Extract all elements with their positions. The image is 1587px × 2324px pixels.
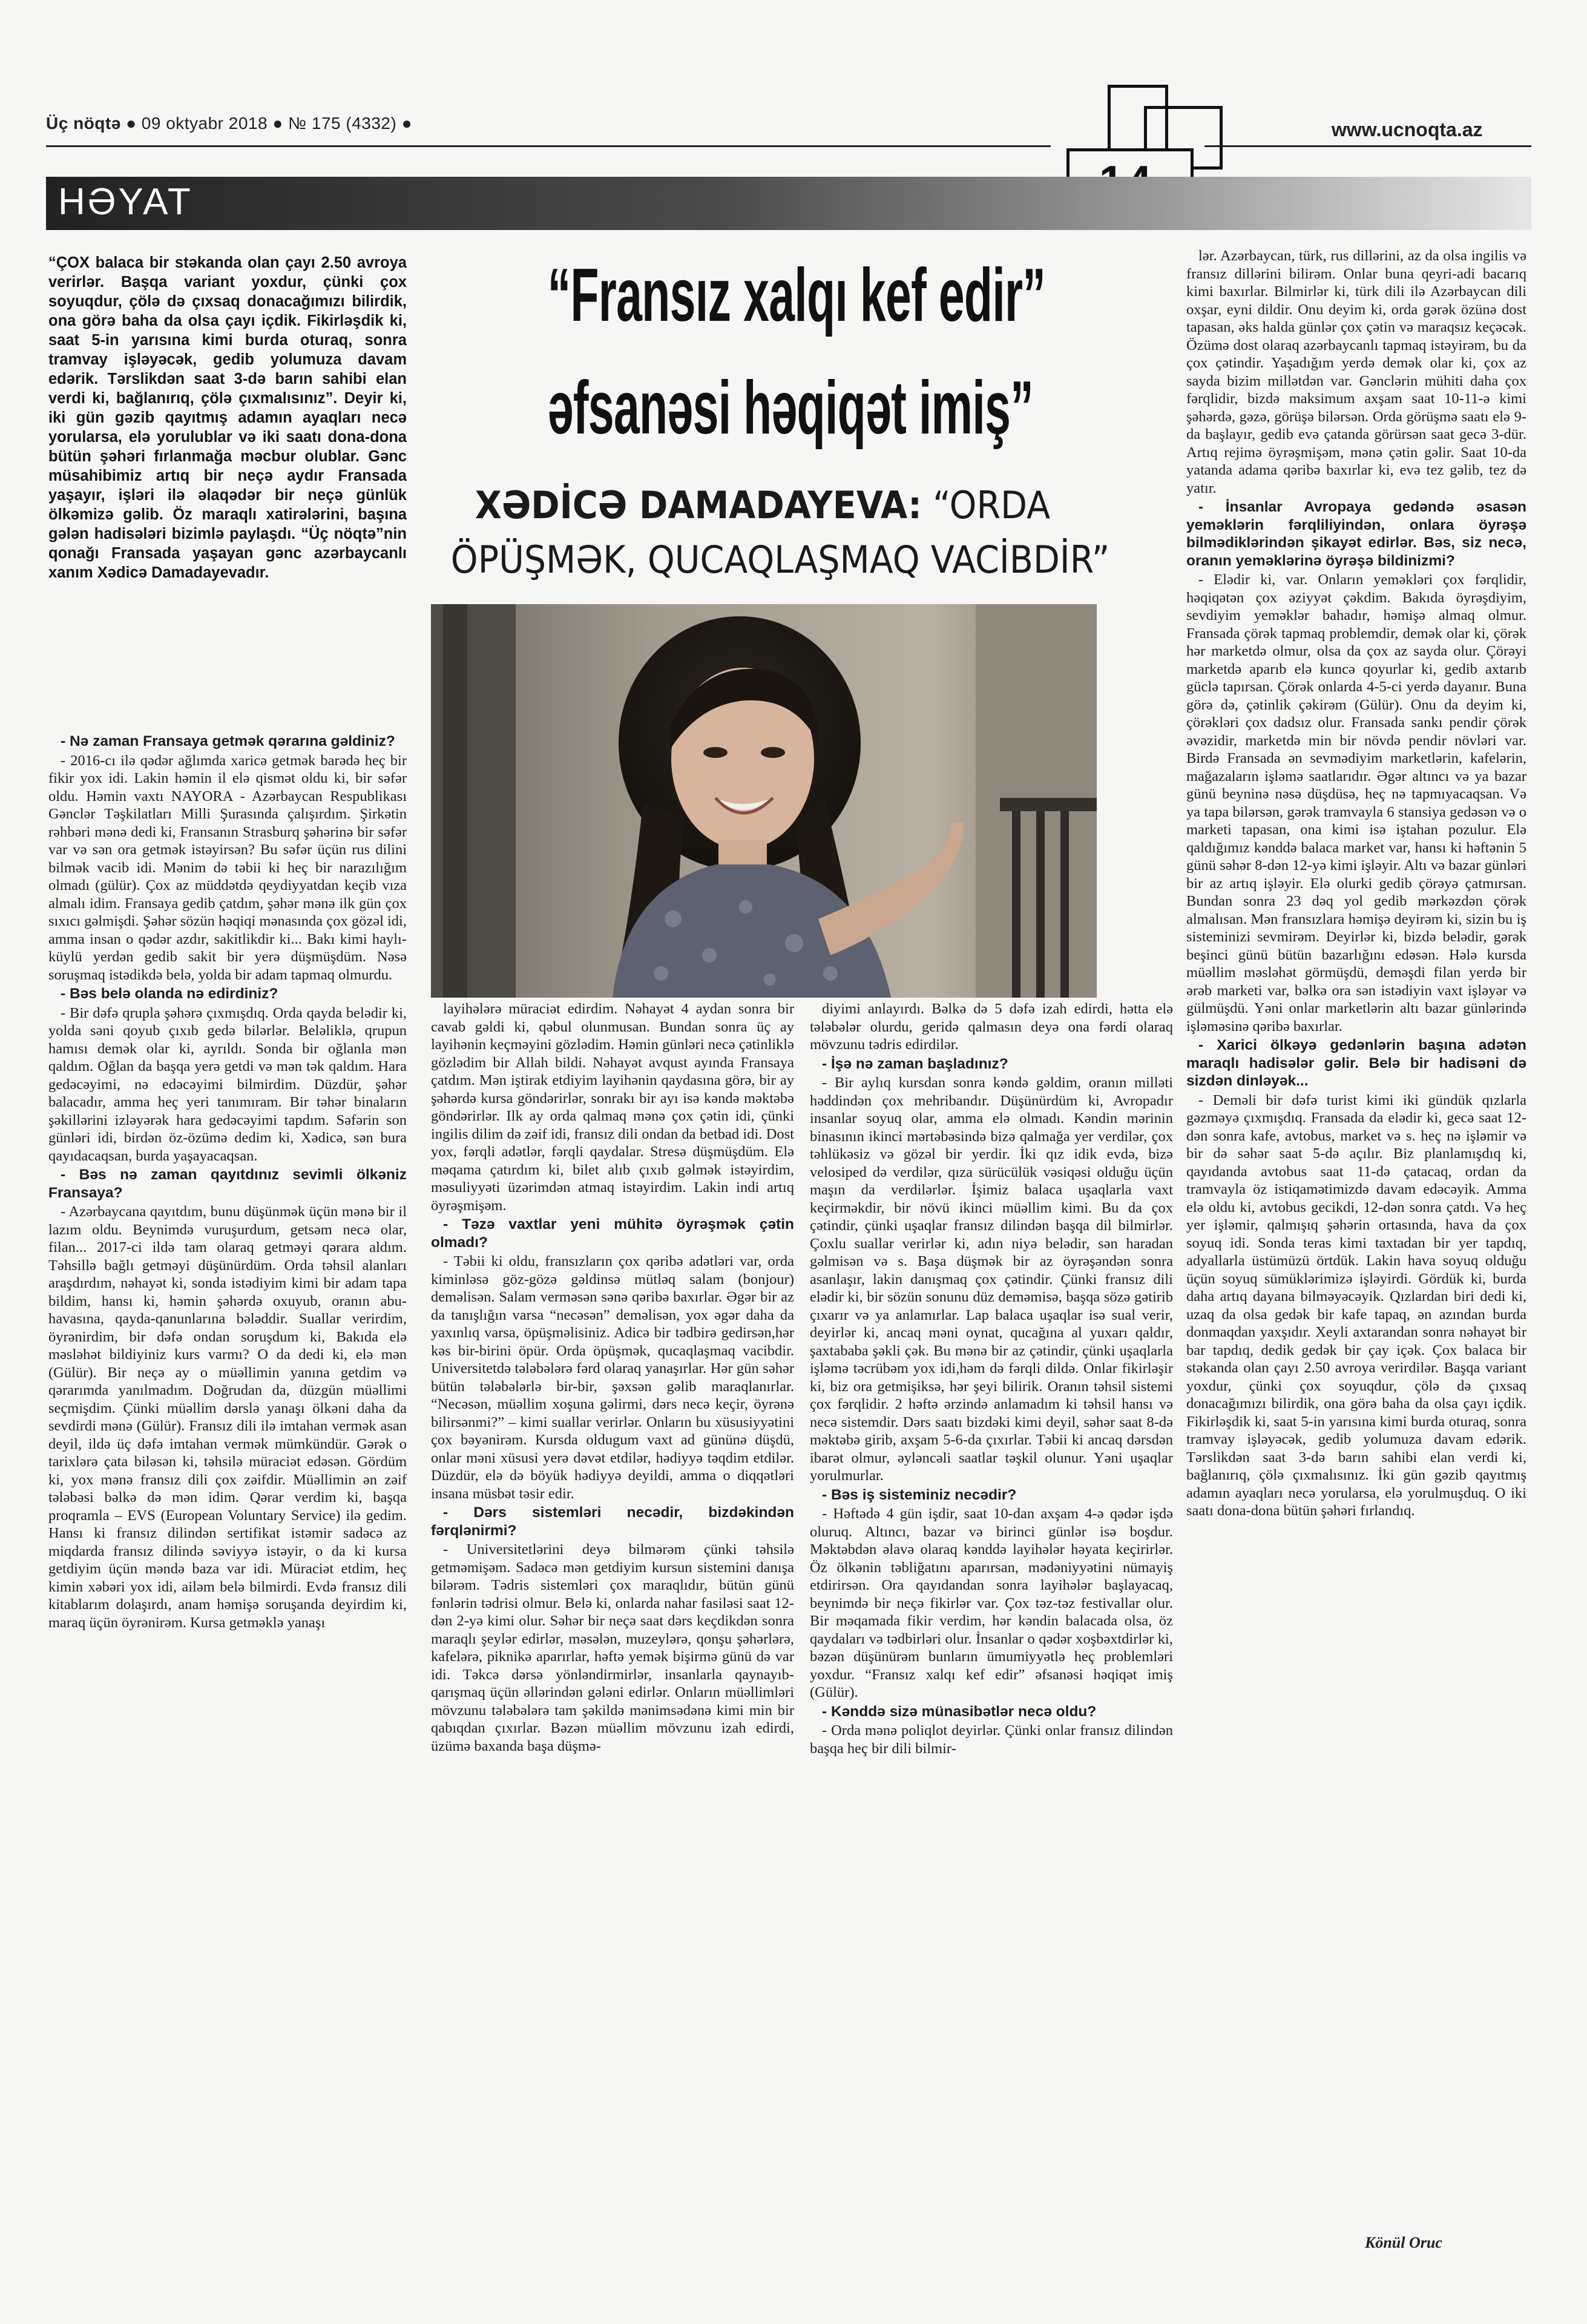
paragraph: - Təbii ki oldu, fransızların çox qəribə adətləri var, orda kiminləsə göz-gözə gəldinsə mütləq salam (bonjour) deməlisən. Salam verməsən sənə qəribə baxırlar. Əgər bir az da tanışlığın varsa “necəsən” deməlisən, yox əgər daha da yaxınlıq varsa, öpüşməlisiniz. Adicə bir tədbirə gedirsən,hər kəs bir-birini öpür. Orda öpüşmək, qucaqlaşmaq vacibdir. Universitetdə tələbələrə fərd olaraq yanaşırlar. Hər gün səhər bütün tələbələrlə bir-bir, şəxsən gəlib maraqlanırlar. “Necəsən, müəllim xoşuna gəlirmi, dərs necə keçir, öyrənə bilirsənmi?” – kimi suallar verirlər. Onların bu xüsusiyyətini çox bəyənirəm. Kursda oldugum vaxt ad gününə düşdü, onlar məni xüsusi yerə dəvət etdilər, hədiyyə təqdim etdilər. Düzdür, elə də böyük hədiyyə deyildi, amma o diqqətləri insana müsbət təsir edir. bbox=[431, 1253, 794, 1502]
subhead-line-2: ÖPÜŞMƏK, QUCAQLAŞMAQ VACİBDİR” bbox=[450, 538, 1110, 582]
paragraph: - 2016-cı ilə qədər ağlımda xaricə getmək barədə heç bir fikir yox idi. Lakin həmin il elə qismət oldu ki, bir səfər oldu. Həmin vaxtı NAYORA - Azərbaycan Respublikası Gənclər Təşkilatları Milli Şurasında çalışırdım. Şirkətin rəhbəri mənə dedi ki, Fransanın Strasburq şəhərinə bir səfər var və sən ora getmək istəyirsən? Bu səfər üçün rus dilini bilmək vacib idi. Mənim də təbii ki heç bir narazılığım olmadı (gülür). Çox az müddətdə qeydiyyatdan keçib vıza almalı idim. Fransaya gedib çatdım, şəhər mənə ilk gün çox sıxıcı gəlmişdi. Şəhər sözün həqiqi mənasında çox gözəl idi, amma insan o qədər azdır, sakitlikdir ki... Bakı kimi haylı-küylü yerdən gedib sakit bir yerə düşmüşdüm. Nəsə soruşmaq istədikdə belə, yolda bir adam tapmaq olmurdu. bbox=[48, 752, 407, 983]
paragraph: layihələrə müraciət edirdim. Nəhayət 4 aydan sonra bir cavab gəldi ki, qəbul olunmusan. Bundan sonra üç ay layihənin keçməyini gözlədim. Həmin günləri necə çətinliklə gözlədim bir Allah bildi. Nəhayət avqust ayında Fransaya çatdım. Mən iştirak etdiyim layihənin qaydasına görə, bir ay şəhərdə kursa göndərirlər, sonrakı bir ayı isə kəndə məktəbə göndərirlər. Ilk ay orda qalmaq mənə çox çətin idi, çünki ingilis dilim də zəif idi, fransız dili ondan da betbad idi. Dost yox, fərqli adətlər, fərqli qaydalar. Stresə düşmüşdüm. Elə məqama çatırdım ki, bilet alıb çıxıb gəlmək istəyirdim, məsuliyyəti üzərimdən atmaq istəyirdim. Lakin indi artıq öyrəşmişəm. bbox=[431, 1001, 794, 1214]
column-3 bbox=[810, 1000, 1173, 1757]
interview-question: - İşə nə zaman başladınız? bbox=[822, 1055, 1008, 1072]
paper-name: Üç nöqtə bbox=[46, 114, 121, 133]
interview-photo bbox=[431, 604, 1097, 998]
interview-question: - İnsanlar Avropaya gedəndə əsasən yeməklərin fərqliliyindən, onlara öyrəşə bilmədiklərindən şikayət edirlər. Bəs, siz necə, oranın yeməklərinə öyrəşə bildinizmi? bbox=[1186, 499, 1526, 569]
interview-question: - Bəs belə olanda nə edirdiniz? bbox=[61, 986, 278, 1002]
interview-question: - Bəs nə zaman qayıtdınız sevimli ölkəniz Fransaya? bbox=[48, 1167, 407, 1201]
section-title: HƏYAT bbox=[58, 181, 193, 223]
paragraph: - Elədir ki, var. Onların yeməkləri çox fərqlidir, həqiqətən çox əziyyət çəkdim. Bakıda öyrəşdiyim, sevdiyim yeməklər bahadır, həmişə almaq olmur. Fransada çörək tapmaq problemdir, demək olar ki, çörək hər marketdə olmur, olsa da çox az sayda olur. Çörəyi marketdə aparıb elə kuncə qoyurlar ki, gedib axtarıb güclə tapırsan. Çörək onlarda 4-5-ci yerdə dayanır. Buna görə də, çətinlik çəkirəm (Gülür). Onu da deyim ki, çörəkləri çox dadsız olur. Fransada sankı pendir çörək əvəzidir, marketdə min bir növdə pendir növləri var. Birdə Fransada ən sevmədiyim marketlərin, kafelərin, mağazaların işləmə saatlarıdır. Əgər altıncı və ya bazar günü beyninə nəsə düşdüsə, heç nə tapmıyacaqsan. Və ya tapa bilərsən, gərək tramvayla 6 stansiya gedəsən və o marketi tapasan, ona kimi isə iştahan pozulur. Elə qaldığımız kənddə balaca market var, hansı ki həftənin 5 günü səhər 8-dən 12-yə kimi işləyir. Altı və bazar günləri bir az artıq işləyir. Elə olurki gedib çörəyə çatmırsan. Bundan sonra 23 dəq yol gedib mərkəzdən çörək almalısan. Mən fransızlara həmişə deyirəm ki, sizin bu iş sisteminizi sevmirəm. Deyirlər ki, bizdə belədir, gərək beşinci günü bütün bazarlığını edəsən. Hələ kursda müəllim məsləhət görmüşdü, deməşdi filan yerdə bir ərəb marketi var, bəlkə ora sən istədiyin vaxt işləyər və gülmüşdü. Yəni onlar marketlərin altı bazar günlərində işləməsinə qəribə baxırlar. bbox=[1186, 571, 1526, 1035]
bullet-icon: ● bbox=[126, 114, 142, 133]
paragraph: lər. Azərbaycan, türk, rus dillərini, az da olsa ingilis və fransız dillərini bilirəm. Onlar buna qeyri-adi bacarıq kimi baxırlar. Bilmirlər ki, türk dili ilə Azərbaycan dili oxşar, eyni dildir. Onu deyim ki, orda gərək özünə dost tapasan, əks halda günlər çox çətin və maraqsız keçəcək. Özümə dost olaraq azərbaycanlı tapmaq istəyirəm, bu da çox çətindir. Yaşadığım yerdə demək olar ki, çox az sayda bizim millətdən var. Gənclərin mühiti daha çox fərqlidir, bizdə maksimum axşam saat 10-11-ə kimi şəhərdə, gəzə, görüşə bilərsən. Orda görüşmə saatı elə 9-da başlayır, gedib evə çatanda görürsən saat gecə 3-dür. Artıq rejimə öyrəşmişəm, mənə çətin gəlir. Saat 10-da yatanda adama qəribə baxırlar ki, evə tez gəlib, tez də yatır. bbox=[1186, 248, 1526, 496]
paragraph: - Azərbaycana qayıtdım, bunu düşünmək üçün mənə bir il lazım oldu. Beynimdə vuruşurdum, getsəm necə olar, filan... 2017-ci ildə tam olaraq getməyi qərara aldım. Təhsillə bağlı getməyi düşünürdüm. Orda təhsil alanları araşdırdım, nəhayət ki, sonda istədiyim kimi bir adam tapa bildim, hansı ki, həmin şəhərdə oxuyub, oranın abu-havasına, qayda-qanunlarına bələddir. Suallar verirdim, öyrənirdim, bir dəfə ondan soruşdum ki, Bakıda elə məsləhət bildiyiniz kurs varmı? O da dedi ki, elə mən (Gülür). Bir neçə ay o müəllimin yanına getdim və qərarımda yanılmadım. Doğrudan da, düzgün müəllimi seçmişdim. Çünki müəllim dərslə yanaşı ölkəni daha da sevdirdi mənə (Gülür). Fransız dili ilə imtahan vermək asan deyil, ildə üç dəfə imtahan vermək mümkündür. Gərək o tarixlərə çata biləsən ki, təhsilə müraciət edəsən. Gördüm ki, yox mənə fransız dili çox zəifdir. Müəllimin ən zəif tələbəsi bəlkə də mən idim. Qərar verdim ki, başqa proqramla – EVS (European Voluntary Service) ilə gedim. Hansı ki fransız dilindən sertifikat istəmir sadəcə az miqdarda fransız dilində səviyyə istəyir, o da ki kursa getdiyim üçün məndə baza var idi. Müraciət etdim, heç kimin xəbəri yox idi, ailəm belə bilmirdi. Evdə fransız dili kitablarım dolaşırdı, anam həmişə soruşanda deyirdim ki, maraq üçün öyrənirəm. Kursa getməklə yanaşı bbox=[48, 1203, 407, 1631]
header-rule-right bbox=[1204, 145, 1531, 147]
interview-question: - Kənddə sizə münasibətlər necə oldu? bbox=[822, 1703, 1097, 1720]
interview-question: - Bəs iş sisteminiz necədir? bbox=[822, 1486, 1017, 1503]
issue-number: № 175 (4332) bbox=[288, 114, 397, 133]
section-bar bbox=[46, 177, 1531, 230]
bullet-icon: ● bbox=[401, 114, 413, 133]
article-lead: “ÇOX balaca bir stəkanda olan çayı 2.50 avroya verirlər. Başqa variant yoxdur, çünki çox soyuqdur, çölə də çıxsaq donacağımızı bilirdik, ona görə baha da olsa çayı içdik. Fikirləşdik ki, saat 5-in yarısına kimi burda oturaq, sonra tramvay işləyəcək, gedib yolumuza davam edərik. Tərslikdən saat 3-də barın sahibi elan verdi ki, bağlanırıq, çölə çıxmalısınız”. Deyir ki, iki gün gəzib qayıtmış adamın ayaqları necə yorularsa, elə yorulublar və iki saatı dona-dona bütün şəhəri fırlanmağa məcbur olublar. Gənc müsahibimiz artıq bir neçə aydır Fransada yaşayır, işləri ilə əlaqədər bir neçə günlük ölkəmizə gəlib. Öz maraqlı xatirələrini, başına gələn hadisələri bizimlə paylaşdı. “Üç nöqtə”nin qonağı Fransada yaşayan gənc azərbaycanlı xanım Xədicə Damadayevadır. bbox=[48, 254, 407, 581]
paragraph: - Bir aylıq kursdan sonra kəndə gəldim, oranın milləti həddindən çox mehribandır. Düşünürdüm ki, Avropadır insanlar soyuq olar, amma elə olmadı. Kəndin mərinin binasının ikinci mərtəbəsində bizə qalmağa yer verdilər, çox təhlükəsiz və gözəl bir yerdir. İki qız idik evdə, bizə velosiped də verdilər, qıza sürücülük vəsiqəsi olduğu üçün maşın da verdilərlər. İşimiz balaca uşaqlarla vaxt keçirməkdir, bir növü ikinci müəllim kimi. Bu da çox çətindir, çünki uşaqlar fransız dilindən başqa dil bilmirlər. Çoxlu suallar verirlər ki, adın niyə belədir, sən haradan gəlmisən və s. Başa düşmək bir az öyrəşəndən sonra asanlaşır, lakin danışmaq çox çətindir. Çünki fransız dili elədir ki, bir sözün sonunu düz deməmisə, başqa sözə gətirib çıxarır və ya anlamırlar. Lap balaca uşaqlar isə sual verir, deyirlər ki, ancaq məni oynat, qucağına al yuxarı qaldır, şaxtababa şəkli çək. Bu mənə bir az çətindir, çünki uşaqlarla işləmə təcrübəm yox idi,həm də fərqli dildə. Onlar fikirləşir ki, biz ora getmişiksə, hər şeyi bilirik. Oranın təhsil sistemi çox fərqlidir. 2 həftə ərzində anlamadım ki təhsil hansı və necə sistemdir. Dərs saatı bizdəki kimi deyil, səhər saat 8-də məktəbə girib, axşam 5-6-da çıxırlar. Təbii ki ancaq dərsdən ibarət olmur, əyləncəli saatlar təşkil olunur. Yəni uşaqlar yorulmurlar. bbox=[810, 1075, 1173, 1484]
issue-date: 09 oktyabr 2018 bbox=[141, 114, 268, 133]
interview-question: - Dərs sistemləri necədir, bizdəkindən fərqlənirmi? bbox=[431, 1504, 794, 1539]
paragraph: - Orda mənə poliqlot deyirlər. Çünki onlar fransız dilindən başqa heç bir dili bilmir- bbox=[810, 1722, 1173, 1757]
portrait-image bbox=[431, 604, 1097, 998]
headline-line-2: əfsanəsi həqiqət imiş” bbox=[547, 366, 1034, 450]
paragraph: diyimi anlayırdı. Bəlkə də 5 dəfə izah edirdi, hətta elə tələbələr olurdu, geridə qalmasın deyə ona fərdi olaraq mövzunu tədris edirdilər. bbox=[810, 1001, 1173, 1053]
bullet-icon: ● bbox=[272, 114, 289, 133]
headline-line-1: “Fransız xalqı kef edir” bbox=[547, 254, 1046, 337]
paragraph: - Universitetlərini deyə bilmərəm çünki təhsilə getməmişəm. Sadəcə mən getdiyim kursun sistemini danışa bilərəm. Tədris sistemləri çox maraqlıdır, bütün günü fənlərin tədrisi olmur. Belə ki, onlarda nahar fasiləsi saat 12-dən 2-yə kimi olur. Səhər bir neçə saat dərs keçdikdən sonra maraqlı şeylər edirlər, məsələn, muzeylərə, qonşu şəhərlərə, kafelərə, piknikə aparırlar, həftə yemək bişirmə günü də var idi. Təkcə dərsə yönləndirmirlər, insanlarla qaynayıb-qarışmaq üçün əllərindən gələni edirlər. Onların müəllimləri mövzunu tələbələrə tam şəkildə mənimsədənə kimi min bir qabıqdan çıxırlar. Bəzən müəllim mövzunu izah edirdi, üzümə baxanda başa düşmə- bbox=[431, 1541, 794, 1754]
interview-question: - Nə zaman Fransaya getmək qərarına gəldiniz? bbox=[61, 733, 395, 749]
interview-question: - Təzə vaxtlar yeni mühitə öyrəşmək çətin olmadı? bbox=[431, 1216, 794, 1251]
website-link[interactable]: www.ucnoqta.az bbox=[1332, 119, 1483, 140]
interview-question: - Xarici ölkəyə gedənlərin başına adətən maraqlı hadisələr gəlir. Belə bir hadisəni də sizdən dinləyək... bbox=[1186, 1037, 1526, 1089]
author-signature: Könül Oruc bbox=[1365, 2234, 1442, 2251]
article-subheadline bbox=[424, 478, 1110, 587]
subhead-quote-start: “ORDA bbox=[933, 483, 1051, 527]
subhead-name: XƏDİCƏ DAMADAYEVA: bbox=[475, 483, 922, 527]
header-rule-left bbox=[46, 145, 1051, 147]
paragraph: - Deməli bir dəfə turist kimi iki gündük qızlarla gəzməyə çıxmışdıq. Fransada da elədir ki, gecə saat 12-dən sonra kafe, avtobus, market və s. heç nə işləmir və bir də səhər saat 5-də açılır. Biz planlamışdıq ki, qayıdanda avtobus saat 11-də çatacaq, ordan da tramvayla öz istiqamətimizdə davam edəcəyik. Amma elə oldu ki, avtobus gecikdi, 12-dən sonra çatdı. Və heç yer işləmir, qalmışıq şəhərin ortasında, hava da çox soyuq idi. Sonda teras kimi taxtadan bir yer tapdıq, adyallarla üstümüzü örtdük. Lakin hava soyuq olduğu üçün soyuq sümüklərimizə işləyirdi. Gördük ki, burda daha artıq dayana bilməyəcəyik. Qızlardan biri dedi ki, uzaq da olsa gedək bir kafe tapaq, ən azından burda donmaqdan yaxşıdır. Xeyli axtarandan sonra nəhayət bir bar tapdıq, dedik gedək bir çay içək. Çox balaca bir stəkanda olan çayı 2.50 avroya verirdilər. Başqa variant yoxdur, çünki çox soyuqdur, çölə də çıxsaq donacağımızı bilirdik, ona görə baha da olsa çayı içdik. Fikirləşdik ki, saat 5-in yarısına kimi burda oturaq, sonra tramvay işləyəcək, gedib yolumuza davam edərik. Tərslikdən saat 3-də barın sahibi elan verdi ki, bağlanırıq, çölə çıxmalısınız. İki gün gəzib qayıtmış adamın ayaqları necə yorularsa, elə yorulmuşduq. O iki saatı dona-dona bütün şəhəri fırlandıq. bbox=[1186, 1091, 1526, 1519]
paragraph: - Bir dəfə qrupla şəhərə çıxmışdıq. Orda qayda belədir ki, yolda səni qoyub çıxıb gedə bilərlər. Beləliklə, qrupun hamısı demək olar ki, ayrıldı. Sonda bir oğlanla mən qaldım. Oğlan da başqa yerə getdi və mən tək qaldım. Hara gedəcəyimi, nə edəcəyimi bilmirdim. Düzdür, şəhər balacadır, amma heç yeri tanımıram. Bir təhər binaların şəkillərini izləyərək hara gedəcəyimi tapdım. Səfərin son günləri idi, birdən öz-özümə dedim ki, Xədicə, sən bura qayıdacaqsan, burda yaşayacaqsan. bbox=[48, 1004, 407, 1164]
column-4 bbox=[1186, 247, 1526, 1520]
header-info bbox=[46, 114, 412, 133]
column-1 bbox=[48, 731, 407, 1631]
article-headline bbox=[547, 239, 1046, 464]
column-2 bbox=[431, 1000, 794, 1755]
paragraph: - Həftədə 4 gün işdir, saat 10-dan axşam 4-ə qədər işdə oluruq. Altıncı, bazar və birinci günlər isə boşdur. Məktəbdən əlavə olaraq kənddə layihələr həyata keçirirlər. Öz ölkənin təbliğatını aparırsan, mədəniyyətini nümayiş etdirirsən. Ora qayıdandan sonra layihələr başlayacaq, beynimdə bir neçə fikirlər var. Çox təz-təz festivallar olur. Bir məqamada fikir verdim, hər kəndin balacada olsa, öz qaydaları və tədbirləri olur. İnsanlar o qədər xoşbəxtdirlər ki, bəzən düşünürəm bunların ümumiyyətlə heç problemləri yoxdur. “Fransız xalqı kef edir” əfsanəsi həqiqət imiş (Gülür). bbox=[810, 1506, 1173, 1700]
